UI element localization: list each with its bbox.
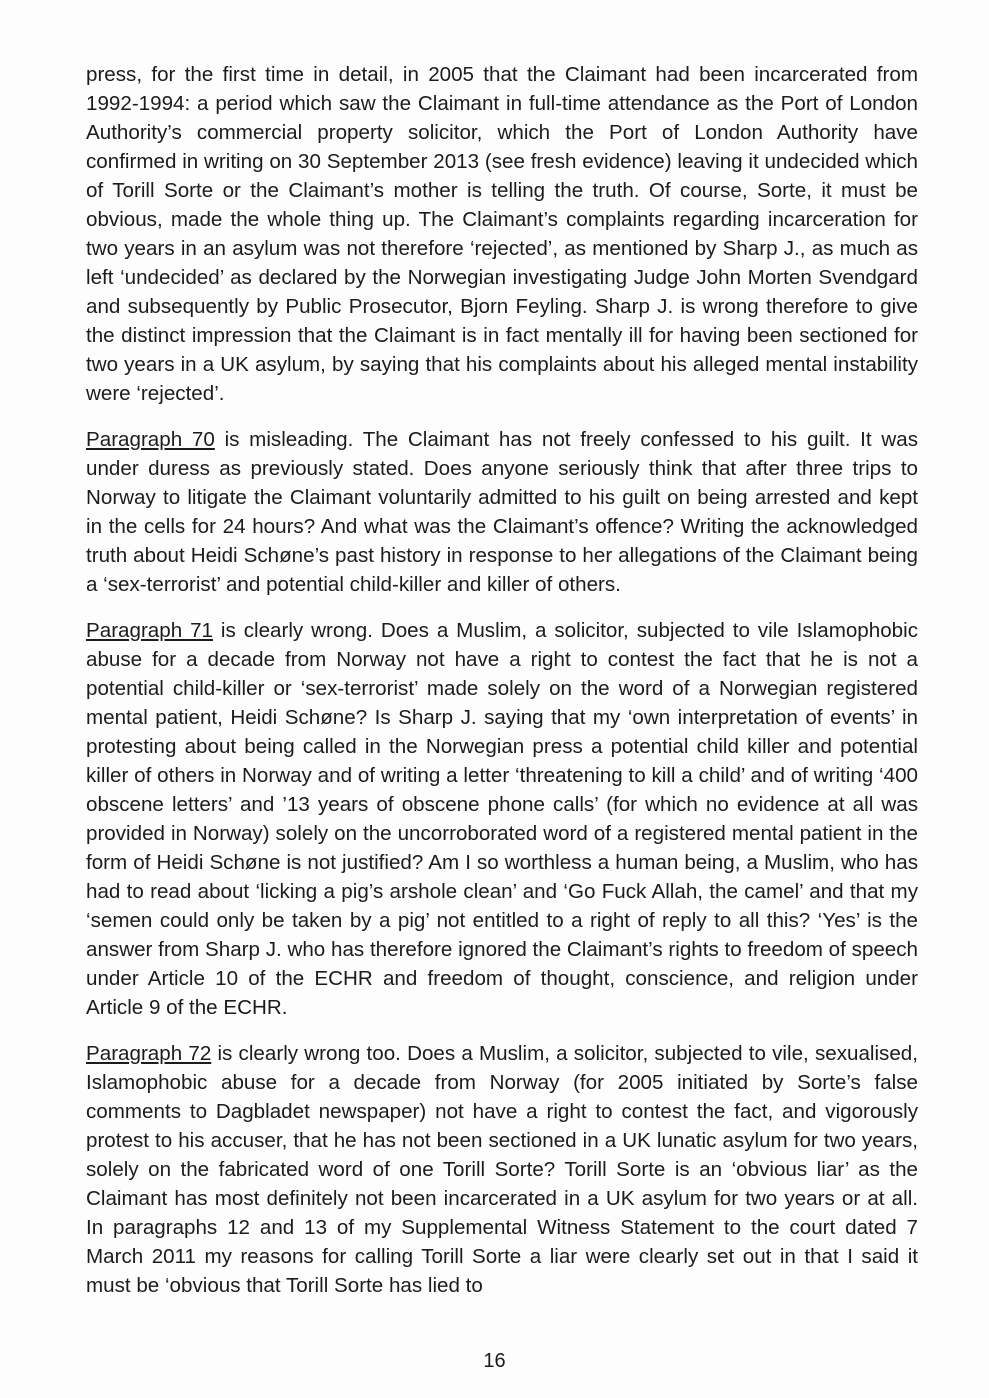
paragraph-reference: Paragraph 72 [86, 1042, 212, 1065]
paragraph-text: is clearly wrong too. Does a Muslim, a solicitor, subjected to vile, sexualised, Islamophobic abuse for a decade from Norway (for 2005 initiated by Sorte’s false comments to Dagbladet newspaper) not have a right to contest the fact, and vigorously protest to his accuser, that he has not been sectioned in a UK lunatic asylum for two years, solely on the fabricated word of one Torill Sorte? Torill Sorte is an ‘obvious liar’ as the Claimant has most definitely not been incarcerated in a UK asylum for two years or at all. In paragraphs 12 and 13 of my Supplemental Witness Statement to the court dated 7 March 2011 my reasons for calling Torill Sorte a liar were clearly set out in that I said it must be ‘obvious that Torill Sorte has lied to [86, 1042, 918, 1297]
paragraph-72 [86, 1039, 918, 1300]
paragraph-70 [86, 425, 918, 599]
paragraph-text: is misleading. The Claimant has not freely confessed to his guilt. It was under duress as previously stated. Does anyone seriously think that after three trips to Norway to litigate the Claimant voluntarily admitted to his guilt on being arrested and kept in the cells for 24 hours? And what was the Claimant’s offence? Writing the acknowledged truth about Heidi Schøne’s past history in response to her allegations of the Claimant being a ‘sex-terrorist’ and potential child-killer and killer of others. [86, 428, 918, 596]
body-text [86, 60, 918, 1317]
paragraph-continuation [86, 60, 918, 408]
paragraph-71 [86, 616, 918, 1022]
paragraph-text: press, for the first time in detail, in 2005 that the Claimant had been incarcerated from 1992-1994: a period which saw the Claimant in full-time attendance as the Port of London Authority’s commercial property solicitor, which the Port of London Authority have confirmed in writing on 30 September 2013 (see fresh evidence) leaving it undecided which of Torill Sorte or the Claimant’s mother is telling the truth. Of course, Sorte, it must be obvious, made the whole thing up. The Claimant’s complaints regarding incarceration for two years in an asylum was not therefore ‘rejected’, as mentioned by Sharp J., as much as left ‘undecided’ as declared by the Norwegian investigating Judge John Morten Svendgard and subsequently by Public Prosecutor, Bjorn Feyling. Sharp J. is wrong therefore to give the distinct impression that the Claimant is in fact mentally ill for having been sectioned for two years in a UK asylum, by saying that his complaints about his alleged mental instability were ‘rejected’. [86, 63, 918, 405]
paragraph-reference: Paragraph 70 [86, 428, 215, 451]
page-number: 16 [483, 1350, 506, 1372]
paragraph-reference: Paragraph 71 [86, 619, 213, 642]
paragraph-text: is clearly wrong. Does a Muslim, a solicitor, subjected to vile Islamophobic abuse for a decade from Norway not have a right to contest the fact that he is not a potential child-killer or ‘sex-terrorist’ made solely on the word of a Norwegian registered mental patient, Heidi Schøne? Is Sharp J. saying that my ‘own interpretation of events’ in protesting about being called in the Norwegian press a potential child killer and potential killer of others in Norway and of writing a letter ‘threatening to kill a child’ and of writing ‘400 obscene letters’ and ’13 years of obscene phone calls’ (for which no evidence at all was provided in Norway) solely on the uncorroborated word of a registered mental patient in the form of Heidi Schøne is not justified? Am I so worthless a human being, a Muslim, who has had to read about ‘licking a pig’s arshole clean’ and ‘Go Fuck Allah, the camel’ and that my ‘semen could only be taken by a pig’ not entitled to a right of reply to all this? ‘Yes’ is the answer from Sharp J. who has therefore ignored the Claimant’s rights to freedom of speech under Article 10 of the ECHR and freedom of thought, conscience, and religion under Article 9 of the ECHR. [86, 619, 918, 1019]
